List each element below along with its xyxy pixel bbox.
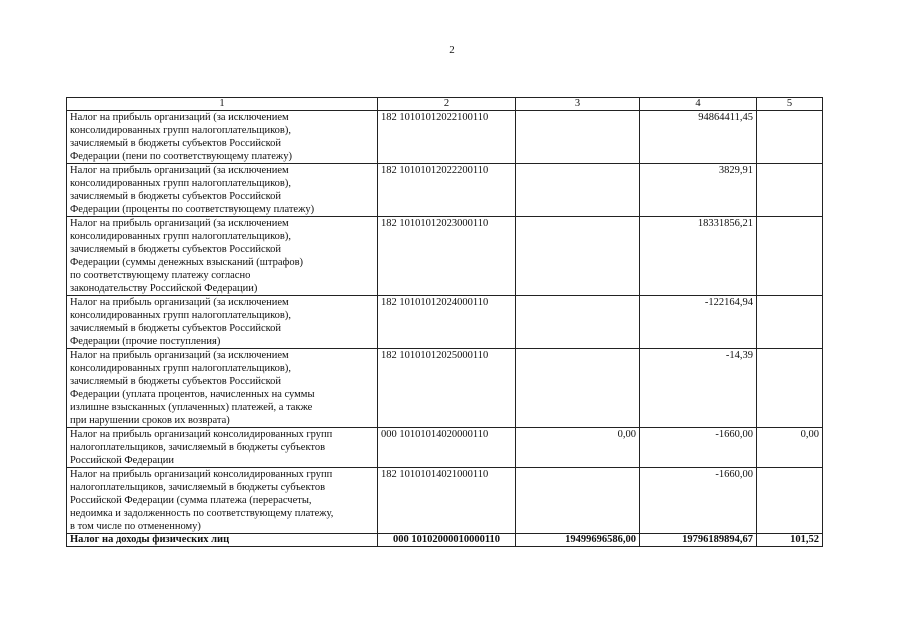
row-plan [516, 296, 640, 349]
table-row [67, 296, 823, 349]
row-name: Налог на прибыль организаций (за исключением консолидированных групп налогоплательщиков), зачисляемый в бюджеты субъектов Российской Федерации (суммы денежных взысканий (штрафов) по соответствующему платежу согласно законодательству Российской Федерации) [67, 217, 378, 296]
row-actual: -14,39 [640, 349, 757, 428]
column-header-5: 5 [757, 98, 823, 111]
row-code: 182 10101012022200110 [378, 164, 516, 217]
row-code: 182 10101012023000110 [378, 217, 516, 296]
column-header-2: 2 [378, 98, 516, 111]
row-code: 182 10101014021000110 [378, 468, 516, 534]
row-code: 182 10101012024000110 [378, 296, 516, 349]
row-actual: 3829,91 [640, 164, 757, 217]
table-row [67, 164, 823, 217]
table-row [67, 217, 823, 296]
total-code: 000 10102000010000110 [378, 534, 516, 547]
column-header-4: 4 [640, 98, 757, 111]
row-percent [757, 468, 823, 534]
row-plan [516, 468, 640, 534]
total-plan: 19499696586,00 [516, 534, 640, 547]
column-header-1: 1 [67, 98, 378, 111]
total-percent: 101,52 [757, 534, 823, 547]
row-actual: 94864411,45 [640, 111, 757, 164]
table-row [67, 468, 823, 534]
table-row [67, 111, 823, 164]
row-plan [516, 349, 640, 428]
table-row [67, 349, 823, 428]
row-plan [516, 164, 640, 217]
column-header-3: 3 [516, 98, 640, 111]
row-percent [757, 217, 823, 296]
row-code: 182 10101012025000110 [378, 349, 516, 428]
row-actual: 18331856,21 [640, 217, 757, 296]
row-name: Налог на прибыль организаций (за исключением консолидированных групп налогоплательщиков), зачисляемый в бюджеты субъектов Российской Федерации (прочие поступления) [67, 296, 378, 349]
table-row [67, 428, 823, 468]
row-plan [516, 217, 640, 296]
row-plan [516, 111, 640, 164]
page-number: 2 [449, 44, 455, 56]
row-name: Налог на прибыль организаций (за исключением консолидированных групп налогоплательщиков), зачисляемый в бюджеты субъектов Российской Федерации (проценты по соответствующему платежу) [67, 164, 378, 217]
revenue-table [66, 97, 823, 547]
row-plan: 0,00 [516, 428, 640, 468]
row-actual: -1660,00 [640, 468, 757, 534]
table-header-row [67, 98, 823, 111]
row-percent [757, 296, 823, 349]
row-name: Налог на прибыль организаций консолидированных групп налогоплательщиков, зачисляемый в бюджеты субъектов Российской Федерации [67, 428, 378, 468]
row-percent: 0,00 [757, 428, 823, 468]
total-row [67, 534, 823, 547]
row-name: Налог на прибыль организаций консолидированных групп налогоплательщиков, зачисляемый в бюджеты субъектов Российской Федерации (сумма платежа (перерасчеты, недоимка и задолженность по соответствующему платежу, в том числе по отмененному) [67, 468, 378, 534]
total-name: Налог на доходы физических лиц [67, 534, 378, 547]
total-actual: 19796189894,67 [640, 534, 757, 547]
row-percent [757, 349, 823, 428]
row-actual: -1660,00 [640, 428, 757, 468]
row-percent [757, 111, 823, 164]
row-name: Налог на прибыль организаций (за исключением консолидированных групп налогоплательщиков), зачисляемый в бюджеты субъектов Российской Федерации (уплата процентов, начисленных на суммы излишне взысканных (уплаченных) платежей, а также при нарушении сроков их возврата) [67, 349, 378, 428]
row-name: Налог на прибыль организаций (за исключением консолидированных групп налогоплательщиков), зачисляемый в бюджеты субъектов Российской Федерации (пени по соответствующему платежу) [67, 111, 378, 164]
row-percent [757, 164, 823, 217]
row-code: 182 10101012022100110 [378, 111, 516, 164]
row-actual: -122164,94 [640, 296, 757, 349]
row-code: 000 10101014020000110 [378, 428, 516, 468]
